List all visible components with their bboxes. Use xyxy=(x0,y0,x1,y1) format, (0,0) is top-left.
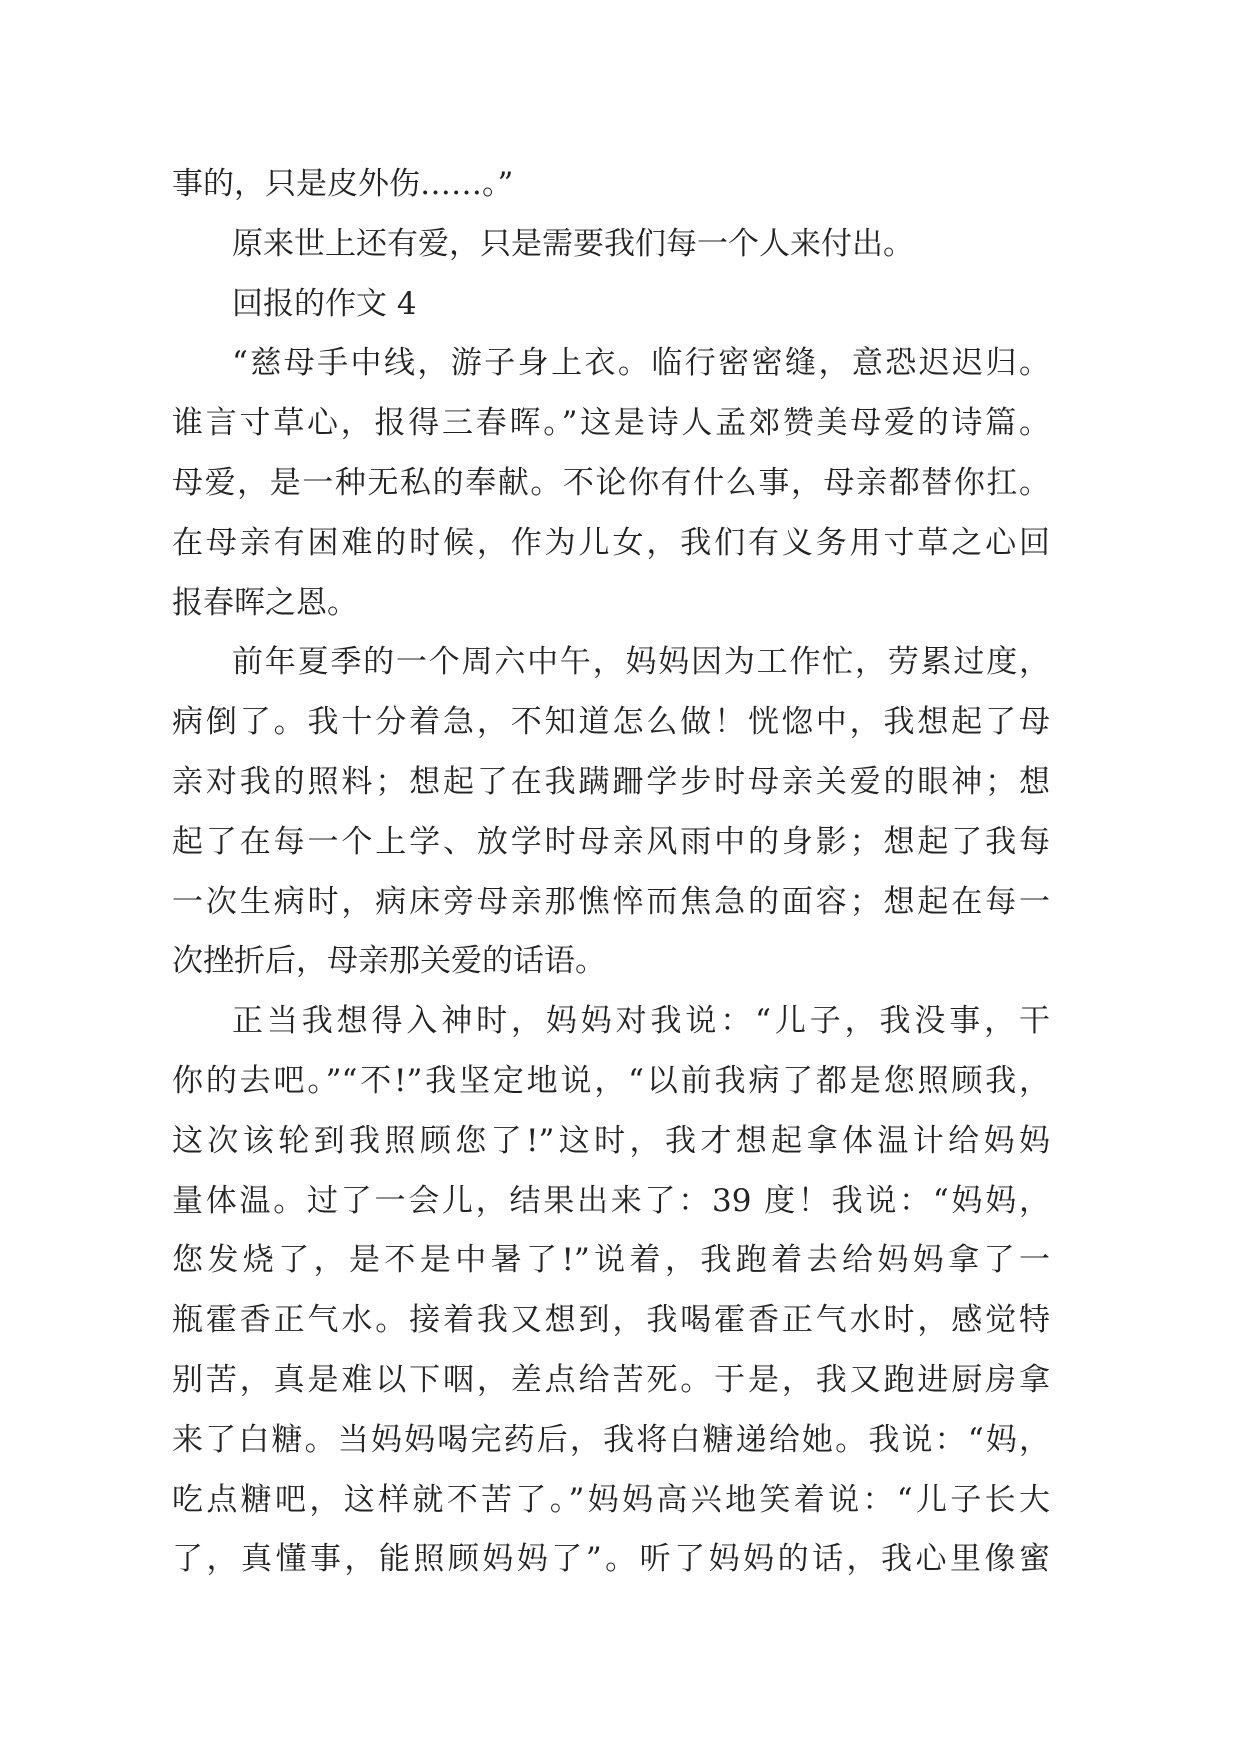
essay-title: 回报的作文 4 xyxy=(232,285,417,322)
text-line: 在母亲有困难的时候，作为儿女，我们有义务用寸草之心回 xyxy=(172,524,1050,561)
text-line: 别苦，真是难以下咽，差点给苦死。于是，我又跑进厨房拿 xyxy=(172,1361,1050,1398)
text-line: 次挫折后，母亲那关爱的话语。 xyxy=(172,943,606,980)
text-line: 病倒了。我十分着急，不知道怎么做！恍惚中，我想起了母 xyxy=(172,704,1050,741)
text-line: 前年夏季的一个周六中午，妈妈因为工作忙，劳累过度， xyxy=(232,644,1050,681)
paragraph xyxy=(172,155,1050,215)
paragraph xyxy=(172,633,1050,992)
text-line: 您发烧了，是不是中暑了!”说着，我跑着去给妈妈拿了一 xyxy=(172,1242,1050,1279)
text-line: 了，真懂事，能照顾妈妈了”。听了妈妈的话，我心里像蜜 xyxy=(172,1541,1050,1578)
text-line: 正当我想得入神时，妈妈对我说：“儿子，我没事，干 xyxy=(232,1003,1050,1040)
text-line: 量体温。过了一会儿，结果出来了：39 度！我说：“妈妈， xyxy=(172,1182,1050,1219)
text-line: 这次该轮到我照顾您了!”这时，我才想起拿体温计给妈妈 xyxy=(172,1122,1050,1159)
body-text xyxy=(172,155,1050,1590)
text-line: 亲对我的照料；想起了在我蹒跚学步时母亲关爱的眼神；想 xyxy=(172,763,1050,800)
text-line: 谁言寸草心，报得三春晖。”这是诗人孟郊赞美母爱的诗篇。 xyxy=(172,405,1050,442)
paragraph xyxy=(172,215,1050,275)
text-line: 一次生病时，病床旁母亲那憔悴而焦急的面容；想起在每一 xyxy=(172,883,1050,920)
paragraph xyxy=(172,334,1050,633)
text-line: 母爱，是一种无私的奉献。不论你有什么事，母亲都替你扛。 xyxy=(172,464,1050,501)
text-line: 来了白糖。当妈妈喝完药后，我将白糖递给她。我说：“妈， xyxy=(172,1421,1050,1458)
paragraph xyxy=(172,992,1050,1590)
text-line: 报春晖之恩。 xyxy=(172,584,358,621)
text-line: 吃点糖吧，这样就不苦了。”妈妈高兴地笑着说：“儿子长大 xyxy=(172,1481,1050,1518)
text-line: 瓶霍香正气水。接着我又想到，我喝霍香正气水时，感觉特 xyxy=(172,1302,1050,1339)
text-line: 原来世上还有爱，只是需要我们每一个人来付出。 xyxy=(232,225,914,262)
text-line: 起了在每一个上学、放学时母亲风雨中的身影；想起了我每 xyxy=(172,823,1050,860)
text-line: “慈母手中线，游子身上衣。临行密密缝，意恐迟迟归。 xyxy=(232,345,1050,382)
text-line: 事的，只是皮外伤……。” xyxy=(172,166,514,202)
text-line: 你的去吧。”“不!”我坚定地说，“以前我病了都是您照顾我， xyxy=(172,1062,1050,1099)
paragraph xyxy=(172,275,1050,335)
